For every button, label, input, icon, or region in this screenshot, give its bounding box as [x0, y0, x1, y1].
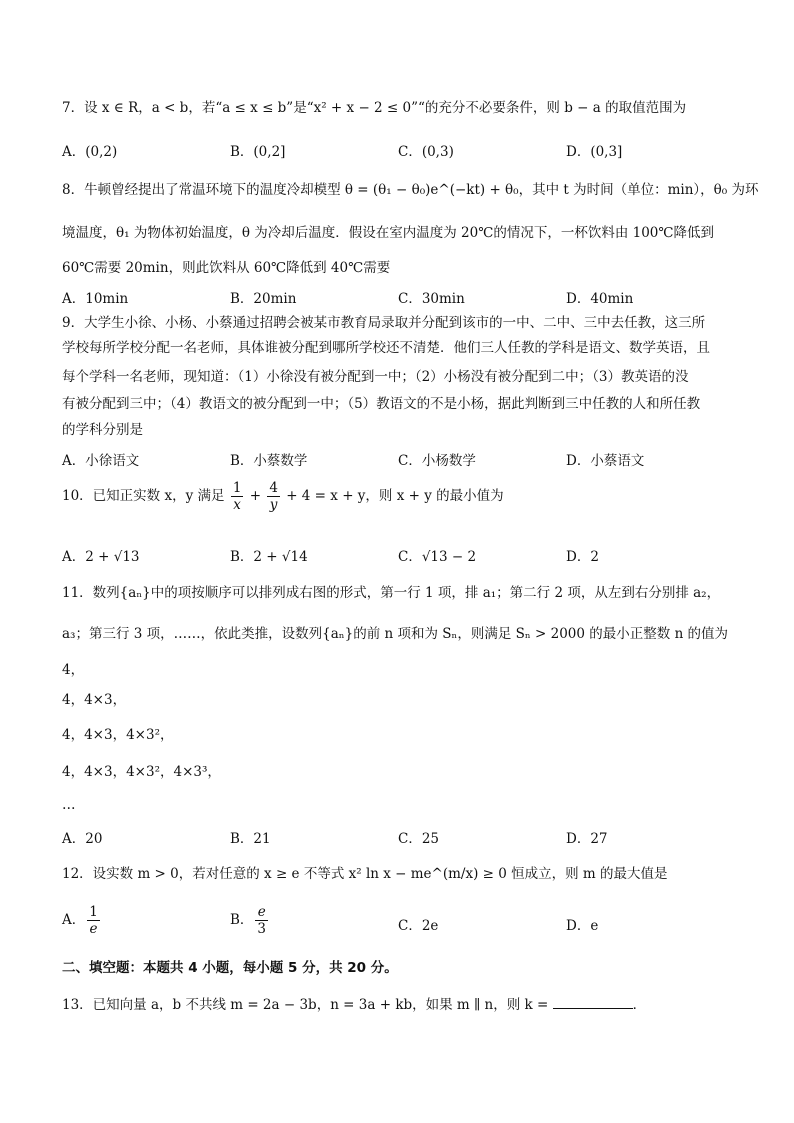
q8-stem-line2: 境温度，θ₁ 为物体初始温度，θ 为冷却后温度．假设在室内温度为 20℃的情况下，一杯饮料由 100℃降低到 — [62, 225, 714, 241]
q10-choice-d: D．2 — [566, 549, 599, 565]
q9-choice-a: A．小徐语文 — [62, 453, 140, 469]
q13-answer-blank[interactable] — [553, 994, 633, 1009]
q13-stem — [62, 994, 646, 1014]
q11-choice-d: D．27 — [566, 831, 608, 847]
q11-stem-line2: a₃；第三行 3 项，……，依此类推，设数列{aₙ}的前 n 项和为 Sₙ，则满足 Sₙ > 2000 的最小正整数 n 的值为 — [62, 626, 729, 642]
q12-choice-b — [230, 904, 270, 937]
q13-end: ． — [632, 997, 647, 1013]
q10-prefix: 10．已知正实数 x，y 满足 — [62, 488, 225, 504]
q9-choice-d: D．小蔡语文 — [566, 453, 645, 469]
q10-fraction-1 — [231, 480, 244, 513]
q12-choice-b-numerator: e — [255, 904, 268, 921]
q8-choice-c: C．30min — [398, 291, 465, 307]
q12-choice-a-fraction — [87, 904, 100, 937]
q12-stem: 12．设实数 m > 0，若对任意的 x ≥ e 不等式 x² ln x − me^(m/x) ≥ 0 恒成立，则 m 的最大值是 — [62, 866, 668, 882]
q12-choice-b-fraction — [255, 904, 268, 937]
q7-choice-b: B．(0,2] — [230, 144, 286, 160]
q12-choice-a — [62, 904, 102, 937]
q12-choice-a-numerator: 1 — [89, 904, 98, 920]
q11-row-ellipsis: … — [62, 797, 76, 813]
q8-choice-a: A．10min — [62, 291, 129, 307]
q11-stem-line1: 11．数列{aₙ}中的项按顺序可以排列成右图的形式，第一行 1 项，排 a₁；第二行 2 项，从左到右分别排 a₂， — [62, 585, 721, 601]
q11-row-4: 4，4×3，4×3²，4×3³， — [62, 764, 221, 780]
q12-choice-c: C．2e — [398, 918, 439, 934]
q10-choice-a: A．2 + √13 — [62, 549, 140, 565]
q10-fraction-2 — [267, 480, 280, 513]
q9-stem-line3: 每个学科一名老师，现知道：（1）小徐没有被分配到一中；（2）小杨没有被分配到二中；（3）教英语的没 — [62, 369, 689, 385]
q10-fraction-2-numerator: 4 — [269, 480, 278, 496]
q7-stem: 7．设 x ∈ R，a < b，若“a ≤ x ≤ b”是“x² + x − 2 ≤ 0”“的充分不必要条件，则 b − a 的取值范围为 — [62, 100, 687, 116]
q10-plus: + — [249, 488, 262, 504]
q9-stem-line1: 9．大学生小徐、小杨、小蔡通过招聘会被某市教育局录取并分配到该市的一中、二中、三中去任教，这三所 — [62, 315, 706, 331]
q12-choice-b-label: B． — [230, 912, 254, 928]
q8-stem-line3: 60℃需要 20min，则此饮料从 60℃降低到 40℃需要 — [62, 260, 391, 276]
q8-choices — [62, 287, 762, 309]
q12-choice-a-denominator: e — [89, 921, 98, 937]
q8-choice-d: D．40min — [566, 291, 634, 307]
q10-choices — [62, 545, 762, 567]
q11-row-2: 4，4×3， — [62, 692, 127, 708]
q12-choice-b-denominator: 3 — [257, 921, 267, 937]
q8-stem-line1: 8．牛顿曾经提出了常温环境下的温度冷却模型 θ = (θ₁ − θ₀)e^(−kt) + θ₀，其中 t 为时间（单位：min），θ₀ 为环 — [62, 182, 759, 198]
q11-choices — [62, 827, 762, 849]
q7-choice-a: A．(0,2) — [62, 144, 118, 160]
q13-text: 13．已知向量 a，b 不共线 m = 2a − 3b，n = 3a + kb，如果 m ∥ n，则 k = — [62, 997, 549, 1013]
q9-choice-b: B．小蔡数学 — [230, 453, 308, 469]
q10-stem — [62, 480, 504, 513]
q11-row-1: 4， — [62, 662, 85, 678]
q10-choice-c: C．√13 − 2 — [398, 549, 477, 565]
q11-choice-c: C．25 — [398, 831, 440, 847]
q9-stem-line5: 的学科分别是 — [62, 422, 143, 438]
section-heading-fill-in: 二、填空题：本题共 4 小题，每小题 5 分，共 20 分。 — [62, 960, 398, 976]
q8-choice-b: B．20min — [230, 291, 297, 307]
q9-choices — [62, 449, 762, 471]
q12-choice-a-label: A． — [62, 912, 86, 928]
q7-choice-d: D．(0,3] — [566, 144, 623, 160]
q9-stem-line4: 有被分配到三中；（4）教语文的被分配到一中；（5）教语文的不是小杨，据此判断到三中任教的人和所任教 — [62, 396, 701, 412]
q10-fraction-2-denominator: y — [269, 497, 278, 513]
q10-fraction-1-numerator: 1 — [232, 480, 242, 496]
q12-choices — [62, 904, 762, 944]
q9-choice-c: C．小杨数学 — [398, 453, 476, 469]
q7-choices — [62, 140, 762, 162]
q10-fraction-1-denominator: x — [233, 497, 241, 513]
q11-choice-a: A．20 — [62, 831, 103, 847]
q11-choice-b: B．21 — [230, 831, 271, 847]
q10-choice-b: B．2 + √14 — [230, 549, 308, 565]
q7-choice-c: C．(0,3) — [398, 144, 454, 160]
q12-choice-d: D．e — [566, 918, 599, 934]
q10-suffix: + 4 = x + y，则 x + y 的最小值为 — [286, 488, 504, 504]
q11-row-3: 4，4×3，4×3²， — [62, 727, 174, 743]
q9-stem-line2: 学校每所学校分配一名老师，具体谁被分配到哪所学校还不清楚．他们三人任教的学科是语文、数学英语，且 — [62, 340, 710, 356]
